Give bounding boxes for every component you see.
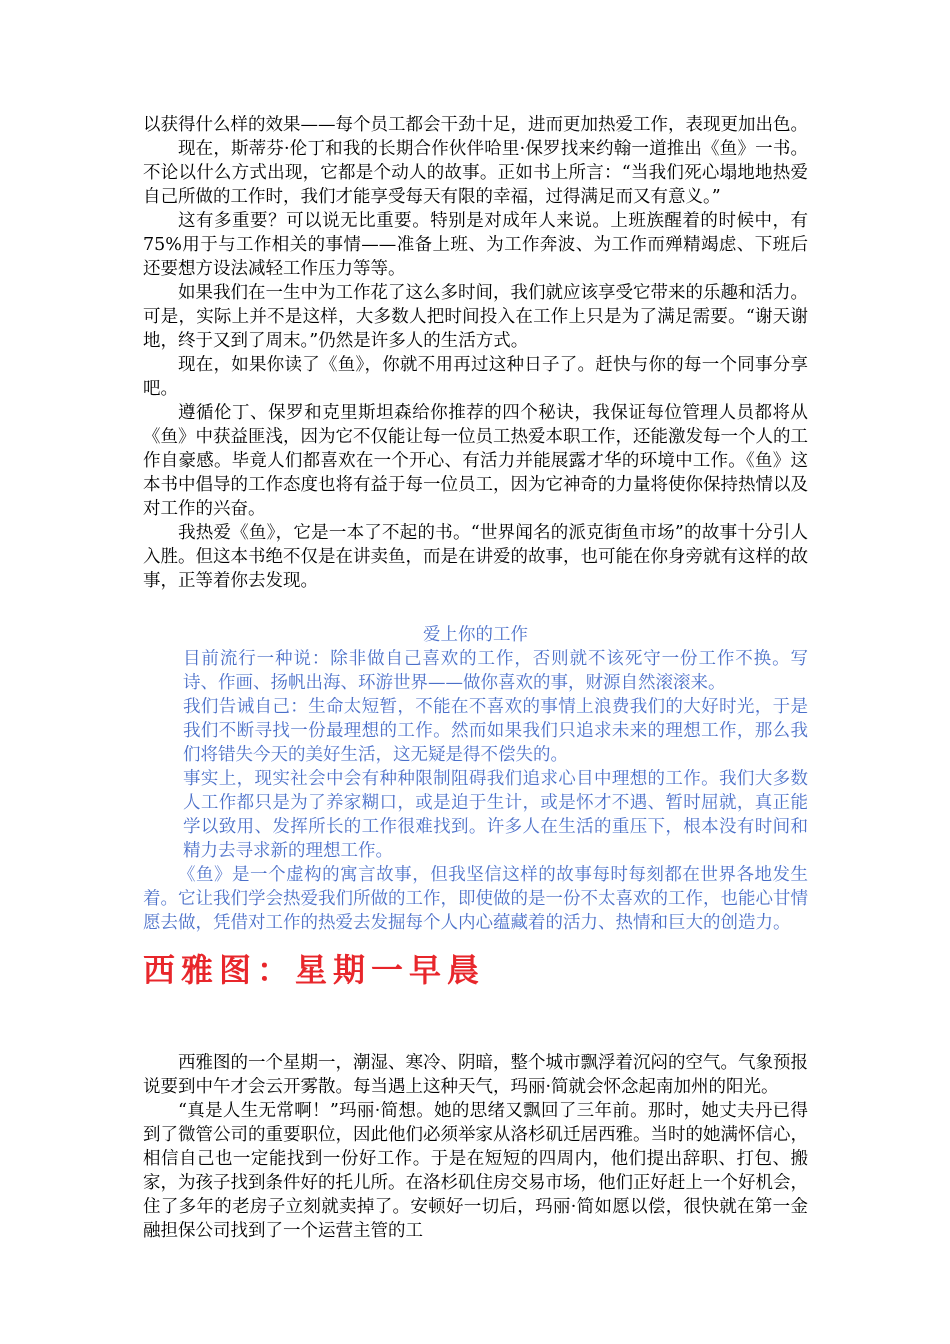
chapter-paragraph-2: “真是人生无常啊！”玛丽·简想。她的思绪又飘回了三年前。那时，她丈夫丹已得到了微管公司的重要职位，因此他们必须举家从洛杉矶迁居西雅。当时的她满怀信心，相信自己也一定能找到一份好工作。于是在短短的四周内，他们提出辞职、打包、搬家，为孩子找到条件好的托儿所。在洛杉矶住房交易市场，他们正好赶上一个好机会，住了多年的老房子立刻就卖掉了。安顿好一切后，玛丽·简如愿以偿，很快就在第一金融担保公司找到了一个运营主管的工 [143, 1101, 808, 1241]
intro-paragraph-4: 如果我们在一生中为工作花了这么多时间，我们就应该享受它带来的乐趣和活力。可是，实际上并不是这样，大多数人把时间投入在工作上只是为了满足需要。“谢天谢地，终于又到了周末。”仍然是许多人的生活方式。 [143, 283, 808, 351]
chapter-paragraph-1: 西雅图的一个星期一，潮湿、寒冷、阴暗，整个城市飘浮着沉闷的空气。气象预报说要到中午才会云开雾散。每当遇上这种天气，玛丽·简就会怀念起南加州的阳光。 [143, 1053, 808, 1097]
intro-paragraph-1: 以获得什么样的效果——每个员工都会干劲十足，进而更加热爱工作，表现更加出色。 [143, 115, 808, 135]
document-page [143, 113, 808, 1243]
love-section-paragraph-4: 《鱼》是一个虚构的寓言故事，但我坚信这样的故事每时每刻都在世界各地发生着。它让我们学会热爱我们所做的工作，即使做的是一份不太喜欢的工作，也能心甘情愿去做，凭借对工作的热爱去发掘每个人内心蕴藏着的活力、热情和巨大的创造力。 [143, 865, 808, 933]
heading-spacer [143, 1005, 808, 1051]
intro-paragraph-7: 我热爱《鱼》，它是一本了不起的书。“世界闻名的派克街鱼市场”的故事十分引人入胜。但这本书绝不仅是在讲卖鱼，而是在讲爱的故事，也可能在你身旁就有这样的故事，正等着你去发现。 [143, 523, 808, 591]
love-section-paragraph-3: 事实上，现实社会中会有种种限制阻碍我们追求心目中理想的工作。我们大多数人工作都只是为了养家糊口，或是迫于生计，或是怀才不遇、暂时屈就，真正能学以致用、发挥所长的工作很难找到。许多人在生活的重压下，根本没有时间和精力去寻求新的理想工作。 [183, 769, 808, 861]
love-section-paragraph-2: 我们告诫自己：生命太短暂，不能在不喜欢的事情上浪费我们的大好时光，于是我们不断寻找一份最理想的工作。然而如果我们只追求未来的理想工作，那么我们将错失今天的美好生活，这无疑是得不偿失的。 [183, 697, 808, 765]
chapter-heading: 西雅图：星期一早晨 [143, 951, 486, 989]
love-section-title: 爱上你的工作 [423, 625, 528, 645]
intro-paragraph-6: 遵循伦丁、保罗和克里斯坦森给你推荐的四个秘诀，我保证每位管理人员都将从《鱼》中获益匪浅，因为它不仅能让每一位员工热爱本职工作，还能激发每一个人的工作自豪感。毕竟人们都喜欢在一个开心、有活力并能展露才华的环境中工作。《鱼》这本书中倡导的工作态度也将有益于每一位员工，因为它神奇的力量将使你保持热情以及对工作的兴奋。 [143, 403, 808, 519]
love-section-paragraph-1: 目前流行一种说：除非做自己喜欢的工作，否则就不该死守一份工作不换。写诗、作画、扬帆出海、环游世界——做你喜欢的事，财源自然滚滚来。 [183, 649, 808, 693]
intro-paragraph-2: 现在，斯蒂芬·伦丁和我的长期合作伙伴哈里·保罗找来约翰一道推出《鱼》一书。不论以什么方式出现，它都是个动人的故事。正如书上所言：“当我们死心塌地地热爱自己所做的工作时，我们才能享受每天有限的幸福，过得满足而又有意义。” [143, 139, 808, 207]
intro-paragraph-3: 这有多重要？可以说无比重要。特别是对成年人来说。上班族醒着的时候中，有75%用于与工作相关的事情——准备上班、为工作奔波、为工作而殚精竭虑、下班后还要想方设法减轻工作压力等等。 [143, 211, 808, 279]
love-section-quote-block [143, 647, 808, 863]
section-spacer [143, 593, 808, 623]
intro-paragraph-5: 现在，如果你读了《鱼》，你就不用再过这种日子了。赶快与你的每一个同事分享吧。 [143, 355, 808, 399]
